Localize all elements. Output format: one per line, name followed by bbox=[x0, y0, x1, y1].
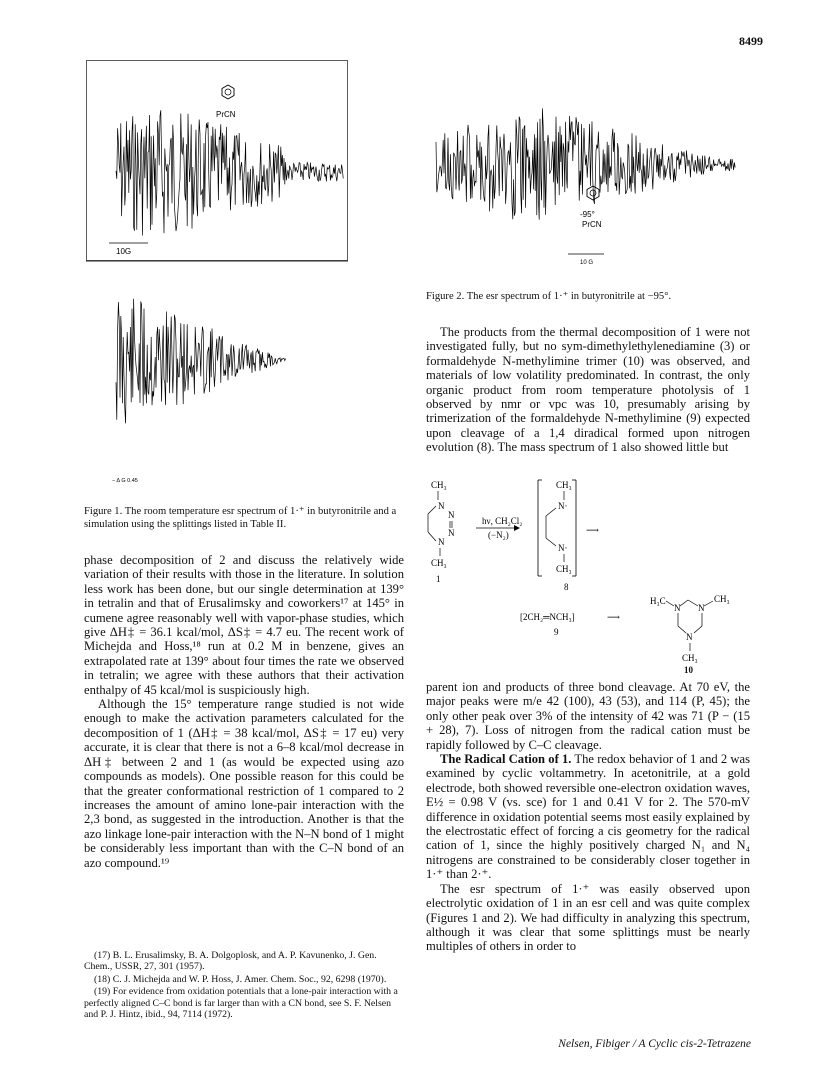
conditions-n2: (−N₂) bbox=[488, 530, 509, 540]
arrow-1: ⟶ bbox=[586, 525, 599, 535]
compound-10 bbox=[650, 594, 730, 663]
figure1-inset-structure bbox=[222, 85, 234, 99]
figure2-temperature: -95° bbox=[580, 210, 595, 219]
svg-text:CH₃: CH₃ bbox=[682, 653, 698, 663]
svg-text:N: N bbox=[698, 603, 705, 613]
svg-text:N: N bbox=[674, 603, 681, 613]
right-paragraph: parent ion and products of three bond cleavage. At 70 eV, the major peaks were m/e 42 (100), 43 (53), and 114 (P, 45); the only other peak over 3% of the intensity of 42 was 71 (P − (15 + 28), 7). Loss of nitrogen from the radical cation must be rapidly followed by C–C cleavage. bbox=[426, 680, 750, 752]
compound-9: [2CH₂═NCH₃] bbox=[520, 612, 575, 622]
figure1-scale-bar: 10G bbox=[116, 247, 132, 256]
svg-text:CH₃: CH₃ bbox=[431, 558, 447, 568]
right-column-top bbox=[426, 325, 750, 455]
svg-text:CH₃: CH₃ bbox=[431, 480, 447, 490]
right-paragraph: The redox behavior of 1 and 2 was examined by cyclic voltammetry. In acetonitrile, at a gold electrode, both showed reversible one-electron oxidation waves, E½ = 0.98 V (vs. sce) for 1 and 0.41 V for 2. The 570-mV difference in oxidation potential seems most easily explained by the electrostatic effect of forcing a cis geometry for the radical cation of 1, since the highly positively charged N₁ and N₄ nitrogens are constrained to be considerably closer together in 1·⁺ than 2·⁺. bbox=[426, 752, 750, 882]
right-paragraph: The esr spectrum of 1·⁺ was easily observed upon electrolytic oxidation of 1 in an esr cell and was quite complex (Figures 1 and 2). We had difficulty in analyzing this spectrum, although it was clear that some splittings must be nearly multiples of others in order to bbox=[426, 881, 750, 954]
figure2-scale-bar: 10 G bbox=[580, 260, 594, 266]
figure1-inset-solvent: PrCN bbox=[216, 110, 236, 119]
figure2-spectrum bbox=[426, 60, 742, 288]
compound-10-label: 10 bbox=[684, 665, 693, 675]
figure1-caption: Figure 1. The room temperature esr spectrum of 1·⁺ in butyronitrile and a simulation using the splittings listed in Table II. bbox=[84, 506, 397, 530]
right-column-bottom bbox=[426, 680, 750, 954]
svg-text:N·: N· bbox=[558, 543, 568, 553]
svg-text:CH₃: CH₃ bbox=[556, 564, 572, 574]
running-footer: Nelsen, Fibiger / A Cyclic cis-2-Tetrazene bbox=[558, 1038, 751, 1050]
right-paragraph: The products from the thermal decomposition of 1 were not investigated fully, but no sym-dimethylethylenediamine (3) or formaldehyde N-methylimine trimer (10) was observed, and materials of low volatility predominated. In contrast, the only organic product from room temperature photolysis of 1 observed by nmr or vpc was 10, presumably arising by trimerization of the formaldehyde N-methylimine (9) expected upon cleavage of a 1,4 diradical formed upon nitrogen evolution (8). The mass spectrum of 1 also showed little but bbox=[426, 325, 750, 455]
svg-text:N: N bbox=[448, 510, 455, 520]
figure2-caption: Figure 2. The esr spectrum of 1·⁺ in butyronitrile at −95°. bbox=[426, 291, 672, 302]
arrow-2: ⟶ bbox=[607, 612, 620, 622]
svg-text:N: N bbox=[438, 537, 445, 547]
left-paragraph: Although the 15° temperature range studied is not wide enough to make the activation parameters calculated for the decomposition of 1 (ΔH‡ = 38 kcal/mol, ΔS‡ = 17 eu) very accurate, it is clear that there is not a 6–8 kcal/mol decrease in ΔH‡ between 2 and 1 (as would be expected using azo compounds as models). One possible reason for this could be that the greater conformational restriction of 1 compared to 2 increases the amount of amino lone-pair interaction with the 2,3 bond, as suggested in the introduction. Another is that the azo linkage lone-pair interaction with the N–N bond of 1 might be considerably less important than with the C–N bond of an azo compound.¹⁹ bbox=[84, 697, 404, 870]
left-paragraph: phase decomposition of 2 and discuss the relatively wide variation of their results with those in the literature. In solution less work has been done, but our single determination at 139° in tetralin and that of Erusalimsky and coworkers¹⁷ at 145° in cumene agree reasonably well with vapor-phase studies, which give ΔH‡ = 36.1 kcal/mol, ΔS‡ = 4.7 eu. The recent work of Michejda and Hoss,¹⁸ run at 0.2 M in benzene, gives an extrapolated rate at 139° about four times the rate we observed in tetralin; we agree with these authors that their activation enthalpy of 45 kcal/mol is suspiciously high. bbox=[84, 553, 404, 697]
reference-19: (19) For evidence from oxidation potentials that a lone-pair interaction with a perfectly aligned C–C bond is far larger than with a CN bond, see S. F. Nelsen and P. J. Hintz, ibid., 94, 7114 (1972). bbox=[84, 986, 398, 1021]
figure1-spectrum-simulated bbox=[86, 270, 348, 495]
figure2-solvent: PrCN bbox=[582, 220, 602, 229]
svg-text:CH₃: CH₃ bbox=[714, 594, 730, 604]
compound-8 bbox=[538, 480, 576, 592]
reaction-scheme bbox=[426, 478, 750, 668]
compound-1 bbox=[428, 480, 455, 584]
reference-18: (18) C. J. Michejda and W. P. Hoss, J. Amer. Chem. Soc., 92, 6298 (1970). bbox=[94, 973, 387, 985]
section-heading: The Radical Cation of 1. bbox=[440, 752, 572, 767]
figure1-spectrum-experimental bbox=[86, 60, 348, 268]
svg-text:N: N bbox=[686, 632, 693, 642]
svg-text:N·: N· bbox=[558, 501, 568, 511]
compound-8-label: 8 bbox=[564, 582, 569, 592]
reference-17: (17) B. L. Erusalimsky, B. A. Dolgoplosk, and A. P. Kavunenko, J. Gen. Chem., USSR, 27, 301 (1957). bbox=[84, 950, 377, 973]
svg-text:H₃C: H₃C bbox=[650, 596, 666, 606]
svg-text:CH₃: CH₃ bbox=[556, 480, 572, 490]
svg-text:N: N bbox=[438, 501, 445, 511]
figure1-sim-scale: − Δ G 0.45 bbox=[112, 478, 138, 484]
compound-1-label: 1 bbox=[436, 574, 441, 584]
references bbox=[84, 950, 404, 1021]
conditions-hv: hν, CH₂Cl₂ bbox=[482, 516, 523, 526]
page-number: 8499 bbox=[739, 34, 763, 48]
svg-text:N: N bbox=[448, 528, 455, 538]
compound-9-label: 9 bbox=[554, 627, 559, 637]
left-column-text bbox=[84, 553, 404, 870]
